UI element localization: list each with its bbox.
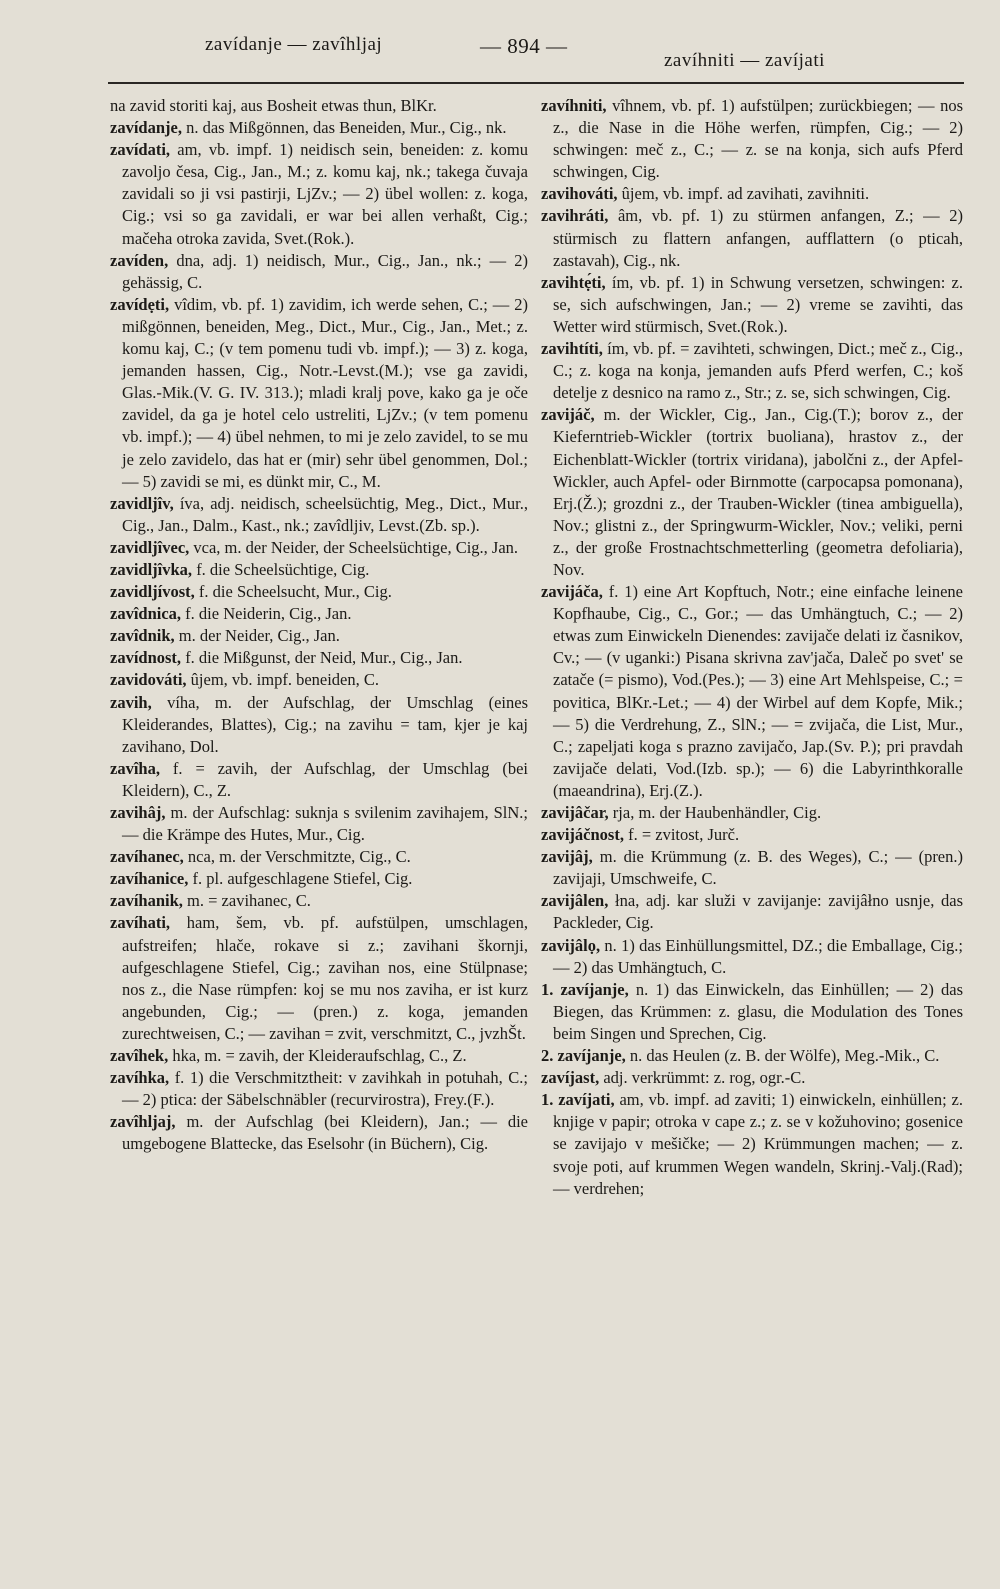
running-head-right: zavíhniti — zavíjati [664, 50, 825, 71]
dictionary-entry [110, 802, 528, 846]
entry-headword: zavíhanec, [110, 847, 184, 867]
dictionary-entry [110, 868, 528, 890]
entry-headword: zavídati, [110, 140, 171, 160]
dictionary-entry [541, 581, 963, 802]
dictionary-entry [110, 669, 528, 691]
dictionary-entry [110, 294, 528, 493]
entry-headword: zavídẹti, [110, 294, 170, 314]
entry-definition: n. 1) das Einhüllungsmittel, DZ.; die Emballage, Cig.; — 2) das Umhängtuch, C. [553, 935, 964, 977]
entry-headword: zavijâj, [541, 847, 593, 867]
header-rule [108, 82, 964, 84]
dictionary-entry [110, 581, 528, 603]
entry-definition: ím, vb. pf. = zavihteti, schwingen, Dict.; meč z., Cig., C.; z. koga na konja, jemanden aufs Pferd werfen, C.; koš detelje z desnico na ramo z., Str.; z. se, sich schwingen, Cig. [553, 339, 964, 403]
entry-headword: 1. zavíjanje, [541, 979, 629, 999]
entry-headword: zavîdnik, [110, 626, 175, 646]
entry-definition: âm, vb. pf. 1) zu stürmen anfangen, Z.; — 2) stürmisch zu flattern anfangen, aufflattern (o pticah, zastavah), Cig., nk. [553, 206, 963, 270]
entry-headword: zavidováti, [110, 670, 187, 690]
entry-headword: zavijâčar, [541, 803, 609, 822]
entry-headword: zavijâlen, [541, 891, 609, 911]
dictionary-entry [541, 338, 963, 404]
entry-definition: rja, m. der Haubenhändler, Cig. [612, 803, 822, 822]
entry-headword: zavíden, [110, 250, 169, 270]
entry-headword: zavidljîvec, [110, 537, 190, 557]
entry-headword: zavîha, [110, 758, 160, 778]
dictionary-entry [110, 890, 528, 912]
entry-definition: ham, šem, vb. pf. aufstülpen, umschlagen, aufstreifen; hlače, rokave si z.; zavihani škornji, aufgeschlagene Stiefel, Cig.; zavihan nos, eine Stülpnase; nos z., die Nase rümpfen: koj se mu nos zaviha, er ist kurz angebunden, Cig.; — (pren.) z. koga, jemanden zurechtweisen, C.; — zavihan = zvit, verschmitzt, C., jvzhŠt. [122, 913, 529, 1043]
entry-definition: m. der Aufschlag: suknja s svilenim zavihajem, SlN.; — die Krämpe des Hutes, Mur., Cig. [122, 803, 528, 845]
entry-definition: f. die Scheelsucht, Mur., Cig. [198, 582, 392, 602]
entry-definition: adj. verkrümmt: z. rog, ogr.-C. [603, 1068, 806, 1088]
dictionary-entry [110, 1067, 528, 1111]
entry-headword: zavîhljaj, [110, 1112, 176, 1132]
entry-headword: zavidljîv, [110, 493, 174, 513]
entry-definition: am, vb. impf. ad zaviti; 1) einwickeln, einhüllen; z. knjige v papir; otroka v cape z.; z. se v kožuhovino; gosenice se zavijajo v mešičke; — 2) Krümmungen machen; — z. svoje poti, auf krummen Wegen wandeln, Skrinj.-Valj.(Rad); — verdrehen; [553, 1090, 963, 1198]
dictionary-entry [110, 603, 528, 625]
entry-definition: m. die Krümmung (z. B. des Weges), C.; — (pren.) zavijaji, Umschweife, C. [553, 847, 964, 889]
entry-definition: f. 1) eine Art Kopftuch, Notr.; eine einfache leinene Kopfhaube, Cig., C., Gor.; — das Umhängtuch, C.; — 2) etwas zum Einwickeln Dienendes: zavijače delati iz časnikov, Cv.; — (v uganki:) Pisana skrivna zav'jača, Daleč po svet' se zatače (= pismo), Vod.(Pes.); — 3) eine Art Mehlspeise, C.; = povitica, BlKr.-Let.; — 4) der Wirbel auf dem Kopfe, Mik.; — 5) die Verdrehung, Z., SlN.; — = zvijača, die List, Mur., C.; zapeljati koga s prazno zavijačo, Jap.(Sv. P.); pri pravdah zavijače delati, Vod.(Izb. sp.); — 6) die Labyrinthkoralle (maeandrina), Erj.(Z.). [553, 582, 963, 800]
entry-definition: vîdim, vb. pf. 1) zavidim, ich werde sehen, C.; — 2) mißgönnen, beneiden, Meg., Dict., Mur., Cig., Jan., Met.; z. komu kaj, C.; (v tem pomenu tudi vb. impf.); — 3) z. koga, jemanden hassen, Cig., Notr.-Levst.(M.); vse ga zavidi, Glas.-Mik.(V. G. IV. 313.); mladi kralj pove, kako ga je oče zavidel, da ga je hotel celo ustreliti, LjZv.; (v tem pomenu vb. impf.); — 4) übel nehmen, to mi je zelo zavidel, to se mu je zelo zavidelo, das hat er (mir) sehr übel genommen, Dol.; — 5) zavidi se mi, es dünkt mir, C., M. [122, 294, 528, 491]
page-number: — 894 — [480, 34, 568, 58]
entry-definition: ûjem, vb. impf. beneiden, C. [190, 670, 380, 690]
entry-definition: n. 1) das Einwickeln, das Einhüllen; — 2) das Biegen, das Krümmen: z. glasu, die Modulation des Tones beim Singen und Sprechen, Cig. [553, 979, 964, 1043]
entry-definition: m. der Aufschlag (bei Kleidern), Jan.; — die umgebogene Blattecke, das Eselsohr (in Büchern), Cig. [122, 1112, 529, 1154]
dictionary-entry [541, 979, 963, 1045]
left-column [110, 95, 528, 1156]
entry-headword: zavihtíti, [541, 339, 603, 359]
dictionary-entry [110, 559, 528, 581]
dictionary-entry [541, 1067, 963, 1089]
dictionary-entry [110, 758, 528, 802]
dictionary-entry [110, 692, 528, 758]
entry-definition: f. die Mißgunst, der Neid, Mur., Cig., Jan. [185, 648, 463, 668]
entry-definition: vîhnem, vb. pf. 1) aufstülpen; zurückbiegen; — nos z., die Nase in die Höhe werfen, rümpfen, Cig.; — 2) schwingen: meč z., C.; — z. se na konja, sich aufs Pferd schwingen, Cig. [553, 96, 963, 182]
entry-headword: zavijáčnost, [541, 825, 624, 845]
dictionary-entry [110, 493, 528, 537]
entry-definition: m. der Neider, Cig., Jan. [178, 626, 340, 646]
entry-headword: zavijáč, [541, 405, 595, 425]
entry-headword: zavîdnica, [110, 604, 182, 624]
dictionary-entry [541, 272, 963, 338]
entry-headword: zavidljîvka, [110, 559, 193, 579]
entry-definition: víha, m. der Aufschlag, der Umschlag (eines Kleiderandes, Blattes), Cig.; na zavihu = tam, kjer je kaj zavihano, Dol. [122, 692, 528, 756]
dictionary-entry [110, 250, 528, 294]
dictionary-entry [541, 935, 963, 979]
running-head-left: zavídanje — zavîhljaj [205, 34, 383, 55]
dictionary-entry [541, 205, 963, 271]
entry-definition: am, vb. impf. 1) neidisch sein, beneiden: z. komu zavoljo česa, Cig., Jan., M.; z. komu kaj, nk.; takega čuvaja zavidali so ji vsi pastirji, LjZv.; — 2) übel wollen: z. koga, Cig.; vsi so ga zavidali, er war bei allen verhaßt, Cig.; mačeha otroka zavida, Svet.(Rok.). [122, 140, 529, 248]
entry-headword: zavihováti, [541, 184, 618, 204]
entry-definition: n. das Heulen (z. B. der Wölfe), Meg.-Mik., C. [629, 1046, 940, 1066]
entry-definition: łna, adj. kar služi v zavijanje: zavijâłno usnje, das Packleder, Cig. [553, 891, 963, 933]
entry-definition: hka, m. = zavih, der Kleideraufschlag, C., Z. [172, 1046, 467, 1066]
dictionary-entry [110, 117, 528, 139]
right-column [541, 95, 963, 1200]
entry-definition: íva, adj. neidisch, scheelsüchtig, Meg., Dict., Mur., Cig., Jan., Dalm., Kast., nk.; zavîdljiv, Levst.(Zb. sp.). [122, 493, 529, 535]
entry-definition: nca, m. der Verschmitzte, Cig., C. [187, 847, 411, 867]
dictionary-entry [541, 1045, 963, 1067]
dictionary-entry [110, 1045, 528, 1067]
entry-headword: zavihtẹ́ti, [541, 272, 606, 292]
entry-headword: zavîhek, [110, 1046, 169, 1066]
entry-definition: n. das Mißgönnen, das Beneiden, Mur., Cig., nk. [186, 118, 507, 138]
dictionary-entry [110, 647, 528, 669]
entry-headword: zavidljívost, [110, 582, 195, 602]
entry-definition: f. die Scheelsüchtige, Cig. [196, 559, 370, 579]
dictionary-entry [110, 537, 528, 559]
entry-headword: 2. zavíjanje, [541, 1046, 626, 1066]
entry-headword: zavíhati, [110, 913, 171, 933]
entry-definition: vca, m. der Neider, der Scheelsüchtige, Cig., Jan. [193, 537, 519, 557]
entry-definition: f. = zavih, der Aufschlag, der Umschlag (bei Kleidern), C., Z. [122, 758, 529, 800]
dictionary-entry [110, 846, 528, 868]
dictionary-entry [110, 625, 528, 647]
dictionary-entry [110, 912, 528, 1045]
dictionary-entry [110, 1111, 528, 1155]
entry-headword: zavídanje, [110, 118, 182, 138]
entry-headword: zavihâj, [110, 803, 166, 822]
dictionary-entry [541, 404, 963, 581]
dictionary-entry [541, 95, 963, 183]
dictionary-entry [110, 139, 528, 249]
entry-headword: zavíhka, [110, 1068, 170, 1088]
dictionary-entry [541, 824, 963, 846]
entry-definition: dna, adj. 1) neidisch, Mur., Cig., Jan., nk.; — 2) gehässig, C. [122, 250, 529, 292]
entry-headword: zavih, [110, 692, 152, 712]
dictionary-entry [541, 802, 963, 824]
entry-definition: f. die Neiderin, Cig., Jan. [185, 604, 352, 624]
entry-headword: zavíjast, [541, 1068, 600, 1088]
entry-headword: zavíhniti, [541, 96, 607, 115]
entry-definition: f. 1) die Verschmitztheit: v zavihkah in potuhah, C.; — 2) ptica: der Säbelschnäbler (recurvirostra), Frey.(F.). [122, 1068, 529, 1110]
entry-headword: zavídnost, [110, 648, 182, 668]
entry-headword: zavíhanik, [110, 891, 183, 911]
entry-definition: ím, vb. pf. 1) in Schwung versetzen, schwingen: z. se, sich aufschwingen, Jan.; — 2) vreme se zavihti, das Wetter wird stürmisch, Svet.(Rok.). [553, 272, 963, 336]
entry-headword: zavijâlọ, [541, 935, 601, 955]
dictionary-entry [110, 95, 528, 117]
entry-headword: 1. zavíjati, [541, 1090, 615, 1110]
entry-definition: f. = zvitost, Jurč. [628, 825, 740, 845]
entry-definition: m. der Wickler, Cig., Jan., Cig.(T.); borov z., der Kieferntrieb-Wickler (tortrix buoliana), hrastov z., der Eichenblatt-Wickler (tortrix viridana), jabolčni z., der Apfel-Wickler, auch Apfel- oder Birnmotte (carpocapsa pomonana), Erj.(Ž.); grozdni z., der Trauben-Wickler (tinea ambiguella), Nov.; glistni z., der Springwurm-Wickler, Nov.; veliki, perni z., der große Frostnachtschmetterling (geometra defoliaria), Nov. [553, 405, 964, 579]
dictionary-entry [541, 1089, 963, 1199]
entry-definition: na zavid storiti kaj, aus Bosheit etwas thun, BlKr. [110, 96, 437, 115]
dictionary-entry [541, 890, 963, 934]
dictionary-entry [541, 846, 963, 890]
entry-definition: m. = zavihanec, C. [187, 891, 311, 911]
dictionary-entry [541, 183, 963, 205]
entry-definition: f. pl. aufgeschlagene Stiefel, Cig. [192, 869, 413, 889]
entry-headword: zavijáča, [541, 582, 603, 602]
entry-headword: zavihráti, [541, 206, 609, 226]
entry-definition: ûjem, vb. impf. ad zavihati, zavihniti. [621, 184, 870, 204]
entry-headword: zavíhanice, [110, 869, 189, 889]
